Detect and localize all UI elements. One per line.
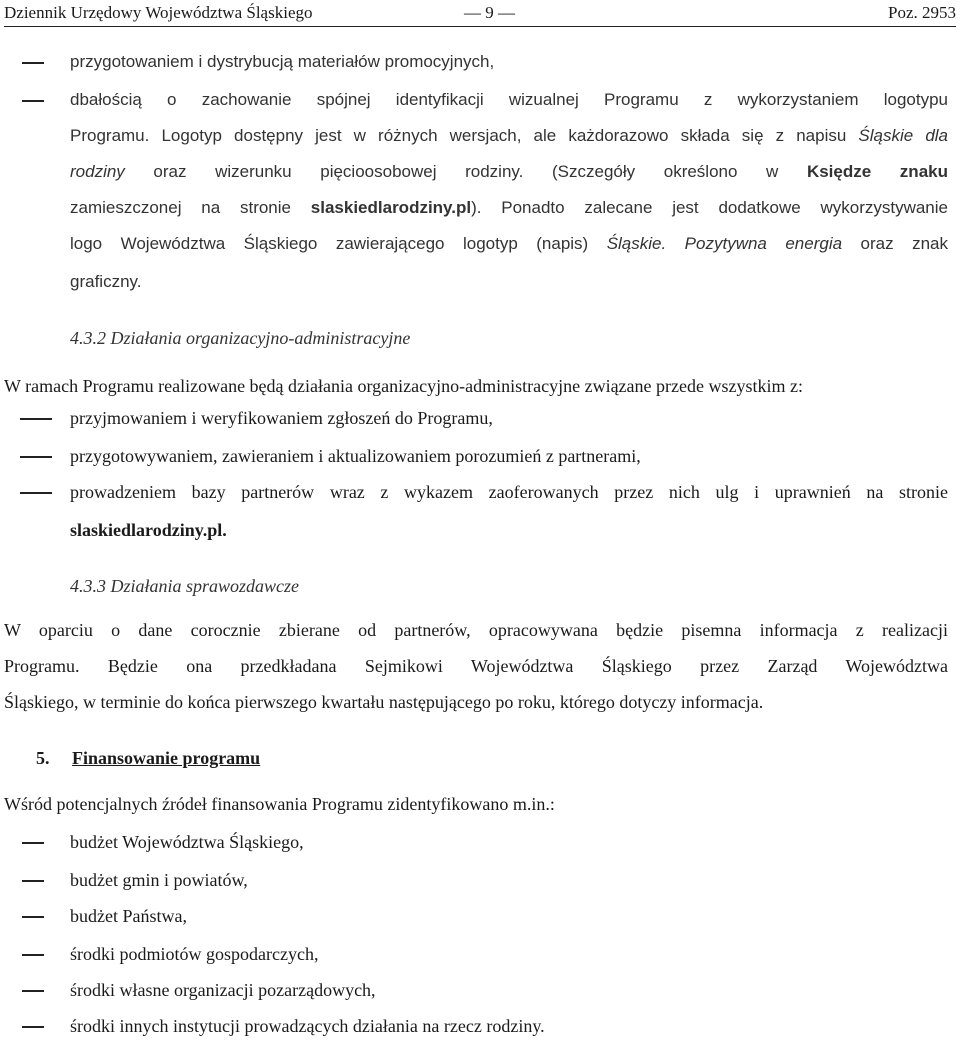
section-intro: W ramach Programu realizowane będą działania organizacyjno-administracyjne związane przede wszystkim z: (4, 376, 803, 396)
dash-bullet (20, 456, 52, 458)
paragraph-line: graficzny. (70, 272, 142, 291)
dash-bullet (22, 916, 44, 918)
paragraph-line: Programu. Będzie ona przedkładana Sejmikowi Województwa Śląskiego przez Zarząd Województwa (4, 656, 948, 676)
paragraph-line: logo Województwa Śląskiego zawierającego logotyp (napis) Śląskie. Pozytywna energia oraz znak (70, 234, 948, 253)
dash-bullet (22, 1026, 44, 1028)
dash-bullet (22, 990, 44, 992)
document-page: Dziennik Urzędowy Województwa Śląskiego — 9 — Poz. 2953 przygotowaniem i dystrybucją materiałów promocyjnych, dbałością o zachowanie spójnej identyfikacji wizualnej Programu z wykorzystaniem logotypu Programu. Logotyp dostępny jest w różnych wersjach, ale każdorazowo składa się z napisu Śląskie dla rodziny oraz wizerunku pięcioosobowej rodziny. (Szczegóły określono w Księdze znaku zamieszczonej na stronie slaskiedlarodziny.pl). Ponadto zalecane jest dodatkowe wykorzystywanie logo Województwa Śląskiego zawierającego logotyp (napis) Śląskie. Pozytywna energia oraz znak graficzny. 4.3.2 Działania organizacyjno-administracyjne W ramach Programu realizowane będą działania organizacyjno-administracyjne związane przede wszystkim z: przyjmowaniem i weryfikowaniem zgłoszeń do Programu, przygotowywaniem, zawieraniem i aktualizowaniem porozumień z partnerami, prowadzeniem bazy partnerów wraz z wykazem zaoferowanych przez nich ulg i uprawnień na stronie slaskiedlarodziny.pl. 4.3.3 Działania sprawozdawcze W oparciu o dane corocznie zbierane od partnerów, opracowywana będzie pisemna informacja z realizacji Programu. Będzie ona przedkładana Sejmikowi Województwa Śląskiego przez Zarząd Województwa Śląskiego, w terminie do końca pierwszego kwartału następującego po roku, którego dotyczy informacja. 5. Finansowanie programu Wśród potencjalnych źródeł finansowania Programu zidentyfikowano m.in.: budżet Województwa Śląskiego, budżet gmin i powiatów, budżet Państwa, środki podmiotów gospodarczych, środki własne organizacji pozarządowych, środki innych instytucji prowadzących działania na rzecz rodziny. (4, 3, 956, 1036)
dash-bullet (22, 100, 44, 102)
dash-bullet (20, 492, 52, 494)
page-number: — 9 — (464, 3, 515, 22)
paragraph-line: zamieszczonej na stronie slaskiedlarodziny.pl). Ponadto zalecane jest dodatkowe wykorzystywanie (70, 198, 948, 217)
list-item-continuation: slaskiedlarodziny.pl. (70, 520, 227, 540)
journal-title: Dziennik Urzędowy Województwa Śląskiego (4, 3, 313, 22)
section-heading-4-3-3: 4.3.3 Działania sprawozdawcze (70, 576, 300, 596)
dash-bullet (22, 954, 44, 956)
section-heading-5: 5. Finansowanie programu (36, 748, 261, 768)
position-number: Poz. 2953 (888, 3, 956, 22)
dash-bullet (22, 842, 44, 844)
section-heading-4-3-2: 4.3.2 Działania organizacyjno-administracyjne (70, 328, 411, 348)
page-header (4, 2, 956, 27)
paragraph-line: rodziny oraz wizerunku pięcioosobowej rodziny. (Szczegóły określono w Księdze znaku (70, 162, 948, 181)
paragraph-line: W oparciu o dane corocznie zbierane od partnerów, opracowywana będzie pisemna informacja z realizacji (4, 620, 948, 640)
paragraph-line: Programu. Logotyp dostępny jest w różnych wersjach, ale każdorazowo składa się z napisu Śląskie dla (70, 126, 948, 145)
dash-bullet (20, 418, 52, 420)
paragraph-line: Śląskiego, w terminie do końca pierwszego kwartału następującego po roku, którego dotyczy informacja. (4, 692, 764, 712)
dash-bullet (22, 880, 44, 882)
dash-bullet (22, 62, 44, 64)
section-intro: Wśród potencjalnych źródeł finansowania Programu zidentyfikowano m.in.: (4, 794, 555, 814)
